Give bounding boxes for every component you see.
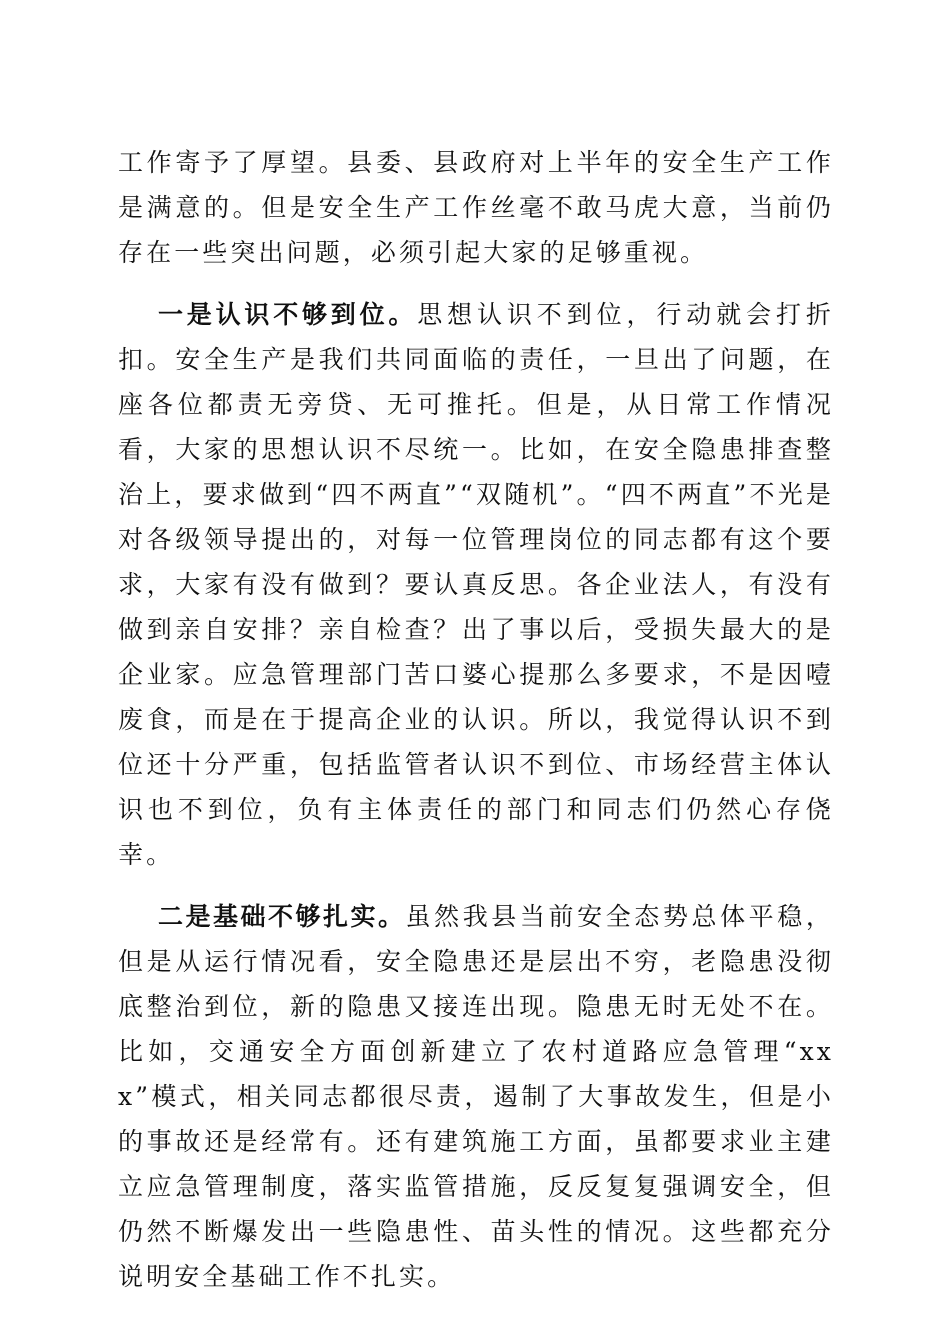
paragraph-2-text: 思想认识不到位，行动就会打折扣。安全生产是我们共同面临的责任，一旦出了问题，在座各位都责无旁贷、无可推托。但是，从日常工作情况看，大家的思想认识不尽统一。比如，在安全隐患排查整治上，要求做到“四不两直”“双随机”。“四不两直”不光是对各级领导提出的，对每一位管理岗位的同志都有这个要求，大家有没有做到？要认真反思。各企业法人，有没有做到亲自安排？亲自检查？出了事以后，受损失最大的是企业家。应急管理部门苦口婆心提那么多要求，不是因噎废食，而是在于提高企业的认识。所以，我觉得认识不到位还十分严重，包括监管者认识不到位、市场经营主体认识也不到位，负有主体责任的部门和同志们仍然心存侥幸。	[118, 300, 834, 869]
paragraph-3	[118, 894, 834, 1299]
document-body	[118, 140, 834, 1299]
paragraph-3-text: 虽然我县当前安全态势总体平稳，但是从运行情况看，安全隐患还是层出不穷，老隐患没彻底整治到位，新的隐患又接连出现。隐患无时无处不在。比如，交通安全方面创新建立了农村道路应急管理“xxx”模式，相关同志都很尽责，遏制了大事故发生，但是小的事故还是经常有。还有建筑施工方面，虽都要求业主建立应急管理制度，落实监管措施，反反复复强调安全，但仍然不断爆发出一些隐患性、苗头性的情况。这些都充分说明安全基础工作不扎实。	[118, 902, 834, 1291]
paragraph-1-text: 工作寄予了厚望。县委、县政府对上半年的安全生产工作是满意的。但是安全生产工作丝毫不敢马虎大意，当前仍存在一些突出问题，必须引起大家的足够重视。	[118, 148, 834, 267]
paragraph-3-lead: 二是基础不够扎实。	[158, 902, 406, 931]
paragraph-2	[118, 292, 834, 877]
paragraph-1	[118, 140, 834, 275]
paragraph-2-lead: 一是认识不够到位。	[158, 300, 418, 329]
